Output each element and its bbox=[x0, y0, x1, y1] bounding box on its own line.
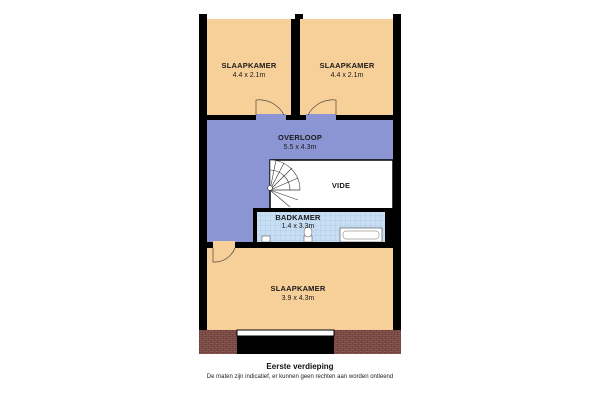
bedroom-top-right-size: 4.4 x 2.1m bbox=[330, 72, 364, 79]
window-top-right bbox=[303, 14, 393, 19]
balcony-bricks-right bbox=[334, 330, 401, 354]
bedroom-bottom-name: SLAAPKAMER bbox=[270, 284, 326, 293]
bedroom-top-left-name: SLAAPKAMER bbox=[221, 61, 277, 70]
bedroom-top-right-name: SLAAPKAMER bbox=[319, 61, 375, 70]
balcony-window bbox=[237, 330, 334, 336]
window-top-left bbox=[207, 14, 295, 19]
wall-landing-top bbox=[207, 115, 393, 120]
balcony-bricks-left bbox=[199, 330, 237, 354]
landing-size: 5.5 x 4.3m bbox=[283, 144, 317, 151]
bathroom-name: BADKAMER bbox=[275, 213, 321, 222]
bedroom-top-left-size: 4.4 x 2.1m bbox=[232, 72, 266, 79]
bathroom-size: 1.4 x 3.3m bbox=[281, 223, 315, 230]
bedroom-bottom-size: 3.9 x 4.3m bbox=[281, 295, 315, 302]
floor-title: Eerste verdieping bbox=[266, 362, 334, 371]
sink bbox=[262, 236, 270, 242]
landing-floor-lower bbox=[207, 212, 255, 242]
bathtub bbox=[340, 228, 382, 242]
void-name: VIDE bbox=[331, 181, 351, 190]
wall-top-partition bbox=[291, 19, 300, 115]
landing-name: OVERLOOP bbox=[277, 133, 323, 142]
disclaimer-note: De maten zijn indicatief, er kunnen geen rechten aan worden ontleend bbox=[206, 374, 394, 380]
